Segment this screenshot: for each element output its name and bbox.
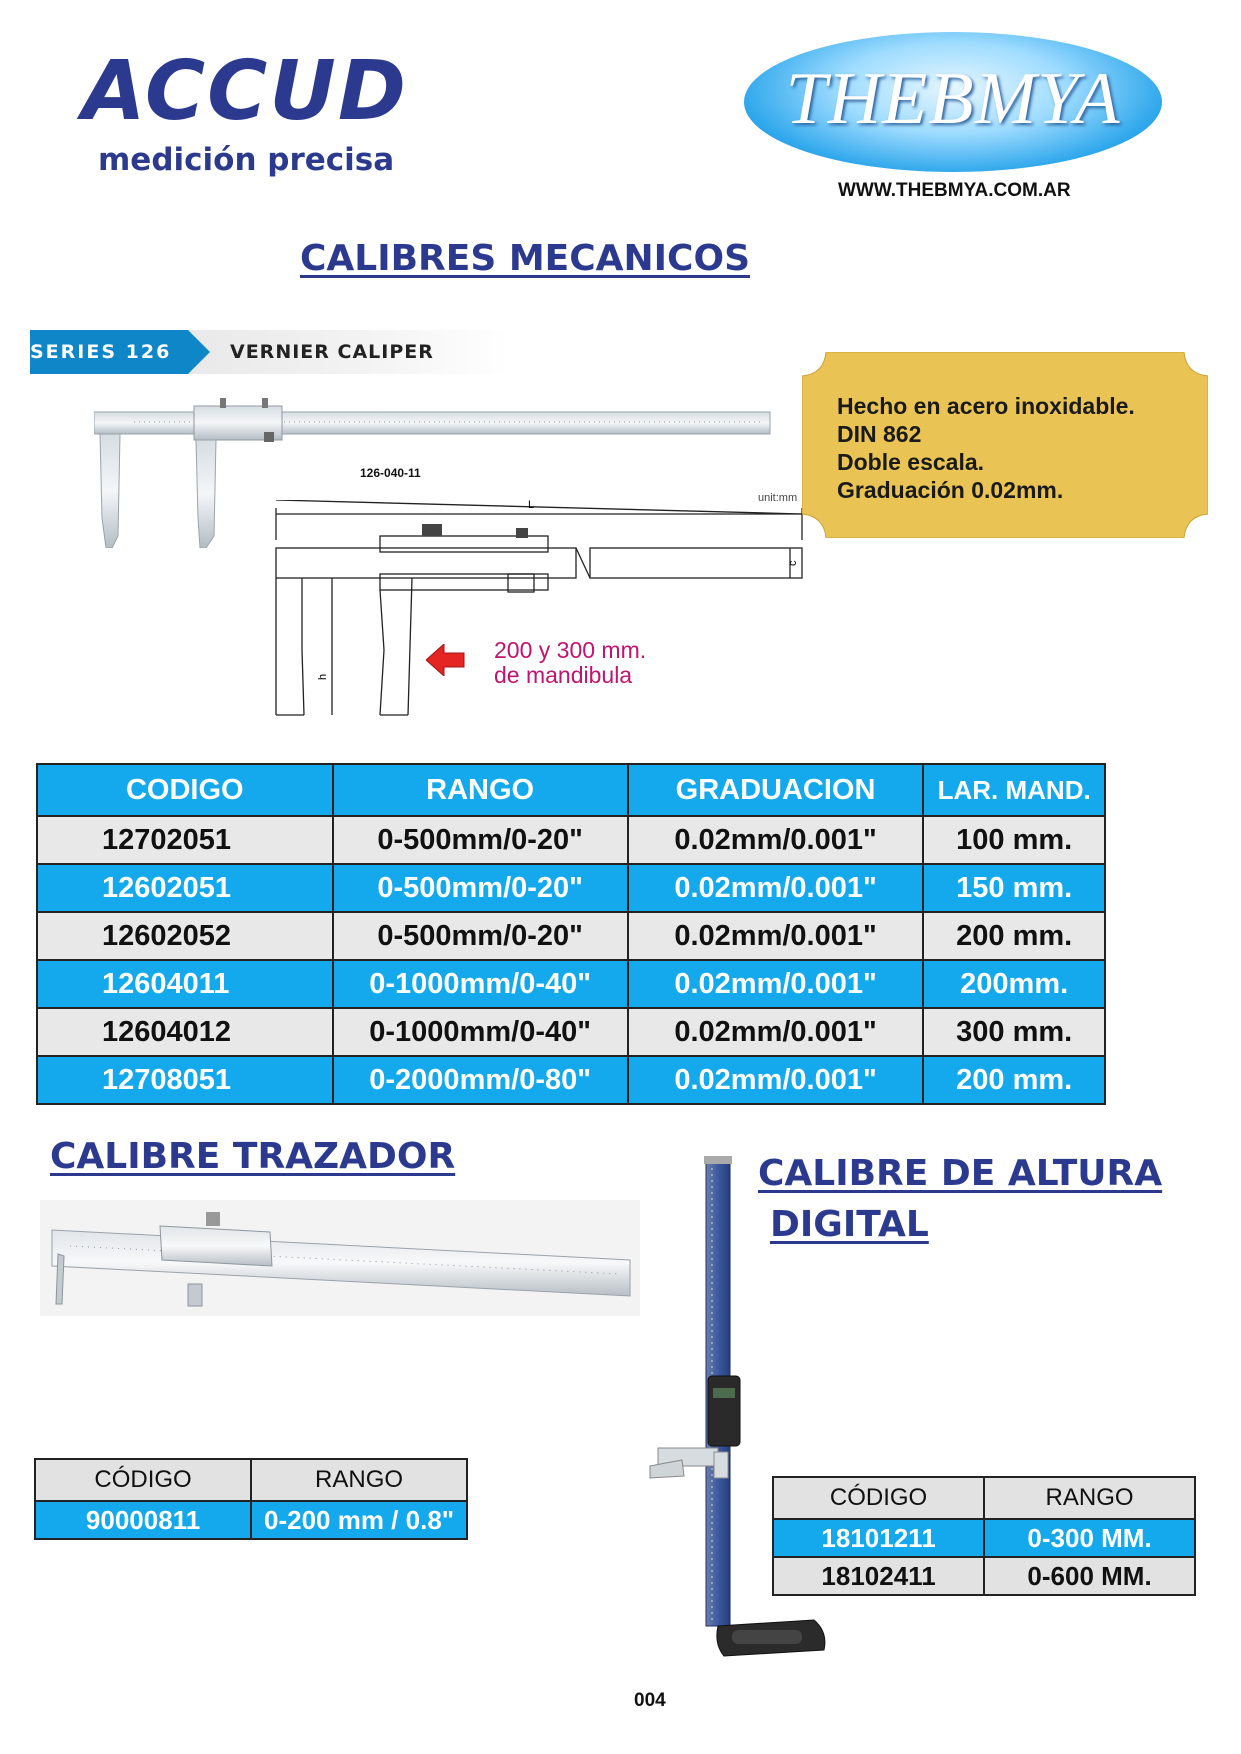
table-row: [35, 1501, 467, 1539]
header-codigo: CODIGO: [37, 764, 333, 816]
cell-graduacion: 0.02mm/0.001": [628, 816, 924, 864]
table-row: [37, 864, 1105, 912]
cell-codigo: 12702051: [37, 816, 333, 864]
cell-rango: 0-500mm/0-20": [333, 864, 628, 912]
caliper-spec-table: [36, 763, 1106, 1105]
cell-codigo: 18102411: [773, 1557, 984, 1595]
table-row: [37, 816, 1105, 864]
red-arrow-icon: [426, 644, 466, 676]
unit-label: unit:mm: [758, 492, 798, 504]
section-title-digital: DIGITAL: [770, 1204, 929, 1245]
header-codigo: CÓDIGO: [773, 1477, 984, 1519]
cell-graduacion: 0.02mm/0.001": [628, 912, 924, 960]
cell-rango: 0-500mm/0-20": [333, 912, 628, 960]
page-number: 004: [634, 1690, 666, 1711]
section-title-calibres-mecanicos: CALIBRES MECANICOS: [300, 238, 750, 279]
jaw-note-line1: 200 y 300 mm.: [494, 637, 647, 663]
cell-lar-mand: 150 mm.: [923, 864, 1105, 912]
section-title-calibre-altura: CALIBRE DE ALTURA: [758, 1153, 1163, 1194]
cell-rango: 0-1000mm/0-40": [333, 960, 628, 1008]
height-gauge-table: [772, 1476, 1196, 1596]
cell-rango: 0-200 mm / 0.8": [251, 1501, 467, 1539]
jaw-note-line2: de mandibula: [494, 662, 633, 688]
dimension-h-label: h: [317, 673, 329, 680]
header-graduacion: GRADUACION: [628, 764, 924, 816]
website-url: WWW.THEBMYA.COM.AR: [838, 180, 1071, 201]
cell-lar-mand: 100 mm.: [923, 816, 1105, 864]
header-rango: RANGO: [333, 764, 628, 816]
table-row: [37, 1008, 1105, 1056]
cell-codigo: 18101211: [773, 1519, 984, 1557]
cell-lar-mand: 300 mm.: [923, 1008, 1105, 1056]
scribing-caliper-photo: [40, 1200, 640, 1316]
cell-codigo: 12604011: [37, 960, 333, 1008]
table-row: [37, 912, 1105, 960]
table-row: [773, 1519, 1195, 1557]
dimension-l-label: L: [528, 500, 535, 511]
table-row: [37, 1056, 1105, 1104]
thebmya-logo: THEBMYA: [785, 58, 1121, 140]
note-line: DIN 862: [837, 421, 922, 447]
note-line: Hecho en acero inoxidable.: [837, 393, 1135, 419]
table-row: [773, 1557, 1195, 1595]
cell-codigo: 12602051: [37, 864, 333, 912]
caliper-technical-drawing: [272, 500, 812, 722]
cell-lar-mand: 200 mm.: [923, 1056, 1105, 1104]
cell-graduacion: 0.02mm/0.001": [628, 1008, 924, 1056]
cell-codigo: 90000811: [35, 1501, 251, 1539]
table-row: [37, 960, 1105, 1008]
section-title-calibre-trazador: CALIBRE TRAZADOR: [50, 1136, 456, 1177]
header-rango: RANGO: [251, 1459, 467, 1501]
cell-rango: 0-600 MM.: [984, 1557, 1195, 1595]
accud-slogan: medición precisa: [98, 142, 395, 178]
cell-codigo: 12604012: [37, 1008, 333, 1056]
cell-rango: 0-500mm/0-20": [333, 816, 628, 864]
series-tag: SERIES 126: [30, 341, 172, 363]
cell-graduacion: 0.02mm/0.001": [628, 960, 924, 1008]
cell-graduacion: 0.02mm/0.001": [628, 864, 924, 912]
jaw-length-note: [494, 638, 646, 688]
accud-logo: ACCUD: [82, 44, 408, 139]
dimension-c-label: c: [787, 560, 799, 566]
note-line: Graduación 0.02mm.: [837, 477, 1064, 503]
cell-lar-mand: 200mm.: [923, 960, 1105, 1008]
scribing-caliper-table: [34, 1458, 468, 1540]
cell-lar-mand: 200 mm.: [923, 912, 1105, 960]
model-code: 126-040-11: [360, 466, 421, 480]
header-codigo: CÓDIGO: [35, 1459, 251, 1501]
cell-rango: 0-1000mm/0-40": [333, 1008, 628, 1056]
note-line: Doble escala.: [837, 449, 985, 475]
cell-rango: 0-300 MM.: [984, 1519, 1195, 1557]
cell-codigo: 12708051: [37, 1056, 333, 1104]
header-lar-mand: LAR. MAND.: [923, 764, 1105, 816]
series-label: VERNIER CALIPER: [230, 341, 434, 363]
cell-codigo: 12602052: [37, 912, 333, 960]
header-rango: RANGO: [984, 1477, 1195, 1519]
feature-note-text: [837, 392, 1135, 504]
cell-rango: 0-2000mm/0-80": [333, 1056, 628, 1104]
cell-graduacion: 0.02mm/0.001": [628, 1056, 924, 1104]
